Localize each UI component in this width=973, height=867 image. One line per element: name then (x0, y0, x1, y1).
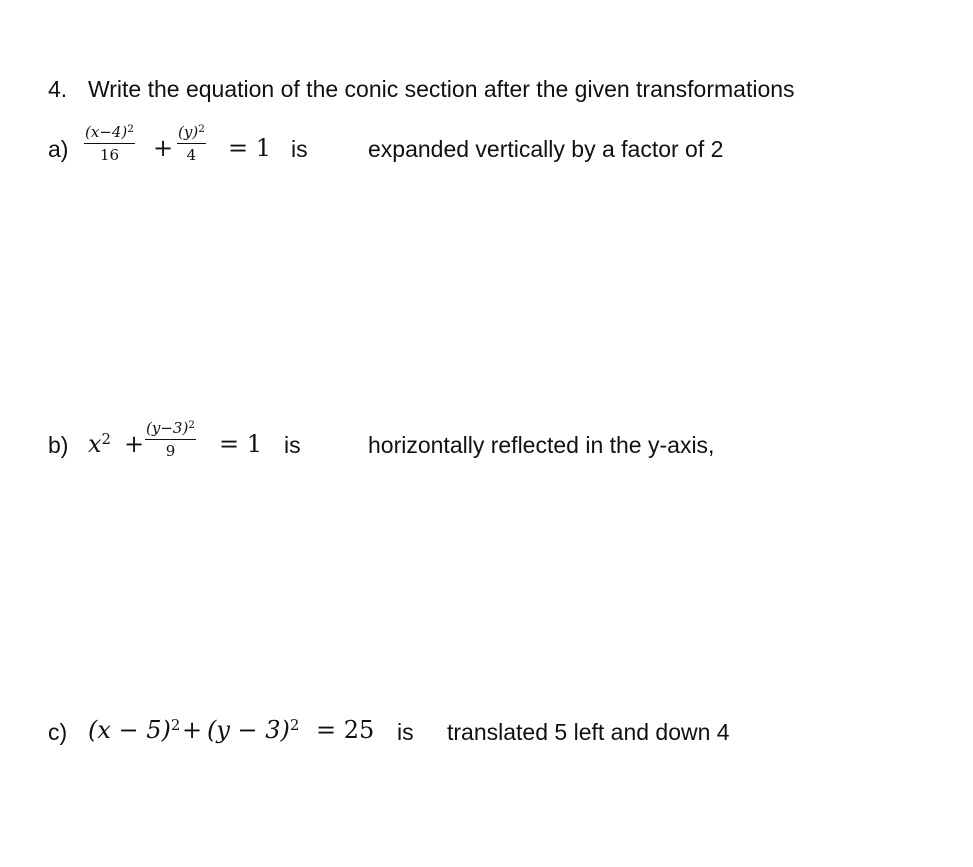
part-b-x-squared (88, 430, 111, 458)
part-c-is: is (397, 719, 414, 745)
part-a-fraction-1-exponent: 2 (127, 122, 134, 135)
part-b-transformation: horizontally reflected in the y-axis, (368, 432, 715, 458)
part-b-fraction-numerator-text: (y−3) (146, 419, 189, 437)
part-a-fraction-1-numerator-text: (x−4) (85, 123, 128, 141)
part-b-label: b) (48, 432, 69, 458)
part-c-transformation: translated 5 left and down 4 (447, 719, 730, 745)
question-prompt: Write the equation of the conic section after the given transformations (87, 76, 795, 102)
part-b-equals-rhs: = 1 (219, 430, 263, 458)
part-a-label: a) (48, 136, 69, 162)
part-a-transformation: expanded vertically by a factor of 2 (368, 136, 724, 162)
part-b-fraction-exponent: 2 (188, 418, 195, 431)
part-b-fraction-numerator (145, 420, 196, 440)
part-b-plus: + (124, 430, 145, 458)
part-b-x-exponent: 2 (101, 429, 112, 448)
part-c-term-2-exponent: 2 (289, 715, 300, 734)
part-a-fraction-2-numerator (177, 124, 206, 144)
question-heading (48, 76, 795, 103)
part-b-fraction (145, 420, 196, 460)
part-a-equals-rhs: = 1 (228, 134, 272, 162)
part-a-fraction-1 (84, 124, 135, 164)
part-a-fraction-2-numerator-text: (y) (178, 123, 199, 141)
part-c-term-2-base: (y − 3) (207, 716, 290, 744)
part-b-is: is (284, 432, 301, 458)
part-c-term-1 (88, 716, 180, 744)
question-number: 4. (48, 76, 68, 102)
part-c-label: c) (48, 719, 68, 745)
part-c-plus: + (182, 716, 203, 744)
part-c-term-1-exponent: 2 (170, 715, 181, 734)
part-b-fraction-denominator: 9 (165, 442, 176, 460)
part-c-equals-rhs: = 25 (316, 716, 375, 744)
part-c-term-2 (207, 716, 299, 744)
part-a-fraction-2-denominator: 4 (186, 146, 197, 164)
part-a-fraction-1-denominator: 16 (99, 146, 120, 164)
part-a-plus: + (153, 134, 174, 162)
part-a-fraction-1-numerator (84, 124, 135, 144)
part-b-x: x (88, 430, 102, 458)
part-a-fraction-2 (177, 124, 206, 164)
part-c-term-1-base: (x − 5) (88, 716, 171, 744)
part-a-fraction-2-exponent: 2 (198, 122, 205, 135)
part-a-is: is (291, 136, 308, 162)
